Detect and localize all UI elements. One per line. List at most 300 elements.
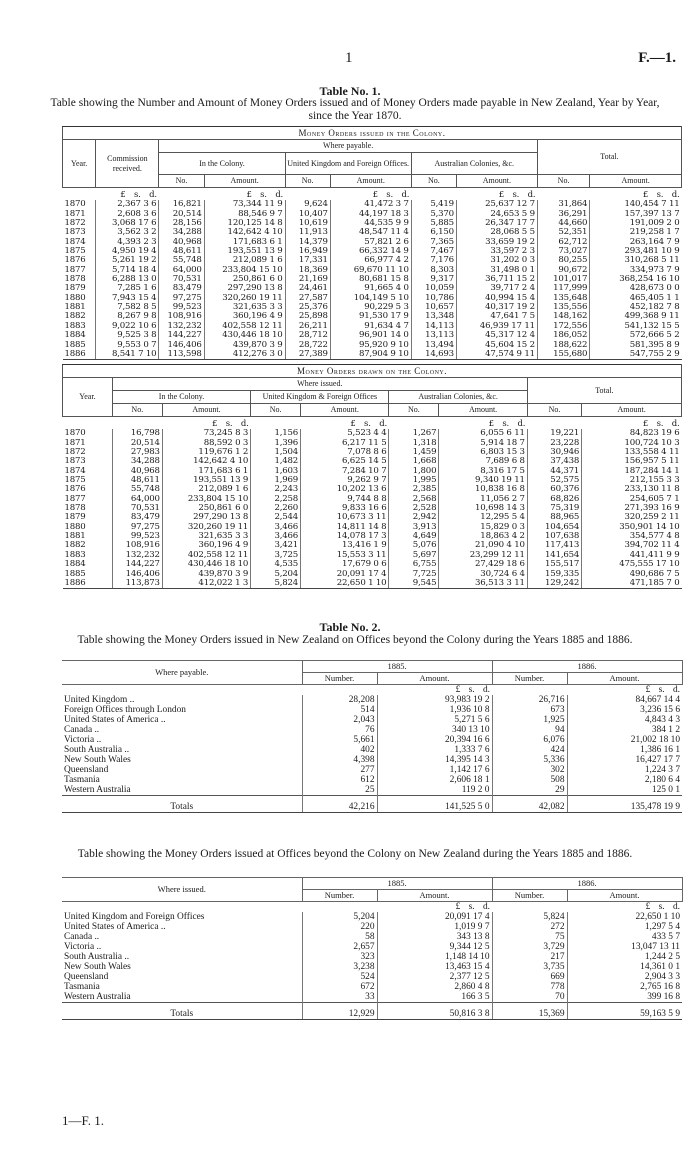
units-spacer — [159, 188, 204, 201]
number-cell: 9,545 — [389, 579, 439, 589]
number-cell: 673 — [492, 705, 567, 715]
number-cell: 48,611 — [112, 476, 162, 485]
amount-cell: 10,673 3 11 — [301, 513, 389, 522]
commission-cell: 8,541 7 10 — [96, 350, 159, 360]
col-no: No. — [251, 404, 301, 417]
number-cell: 1,800 — [389, 467, 439, 476]
col-no: No. — [411, 175, 456, 188]
where-payable-header: Where payable. — [62, 661, 302, 685]
number-cell: 8,303 — [411, 266, 456, 275]
amount-cell: 2,860 4 8 — [377, 982, 492, 992]
issued-row — [63, 331, 682, 340]
amount-cell: 15,829 0 3 — [439, 523, 527, 532]
amount-cell: 6,803 15 3 — [439, 448, 527, 457]
number-cell: 5,370 — [411, 210, 456, 219]
payable-beyond-body — [62, 685, 682, 813]
number-cell: 36,291 — [537, 210, 589, 219]
lsd-units — [330, 188, 411, 201]
commission-cell: 2,608 3 6 — [96, 210, 159, 219]
number-cell: 60,376 — [527, 485, 581, 494]
number-cell: 514 — [302, 705, 377, 715]
issued-row — [63, 350, 682, 360]
page-number: 1 — [345, 50, 353, 66]
amount-cell: 57,821 2 6 — [330, 238, 411, 247]
amount-cell: 40,317 19 2 — [456, 303, 537, 312]
number-cell: 508 — [492, 775, 567, 785]
units-spacer — [492, 685, 567, 696]
col-amount: Amount. — [456, 175, 537, 188]
number-cell: 1,603 — [251, 467, 301, 476]
amount-cell: 7,078 8 6 — [301, 448, 389, 457]
amount-cell: 87,904 9 10 — [330, 350, 411, 360]
commission-cell: 5,261 19 2 — [96, 256, 159, 265]
issued-aus-header: Australian Colonies, &c. — [411, 153, 537, 175]
payable-row — [62, 715, 682, 725]
lsd-label: £ s. d. — [498, 190, 536, 200]
amount-cell: 157,397 13 7 — [590, 210, 682, 219]
number-cell: 44,660 — [537, 219, 589, 228]
amount-cell: 402,558 12 11 — [162, 551, 250, 560]
place-cell: Western Australia — [64, 992, 131, 1002]
amount-cell: 321,635 3 3 — [162, 532, 250, 541]
amount-cell: 91,530 17 9 — [330, 312, 411, 321]
amount-cell: 88,592 0 3 — [162, 439, 250, 448]
amount-cell: 22,650 1 10 — [301, 579, 389, 589]
number-cell: 5,419 — [411, 200, 456, 209]
number-cell: 101,017 — [537, 275, 589, 284]
amount-cell: 10,698 14 3 — [439, 504, 527, 513]
number-cell: 186,052 — [537, 331, 589, 340]
amount-cell: 18,863 4 2 — [439, 532, 527, 541]
number-cell: 2,243 — [251, 485, 301, 494]
amount-cell: 39,717 2 4 — [456, 284, 537, 293]
amount-cell: 66,332 14 9 — [330, 247, 411, 256]
number-cell: 1,267 — [389, 429, 439, 438]
amount-cell: 45,604 15 2 — [456, 341, 537, 350]
number-cell: 132,232 — [159, 322, 204, 331]
page-reference: F.—1. — [638, 50, 676, 66]
number-cell: 1,925 — [492, 715, 567, 725]
amount-cell: 9,344 12 5 — [377, 942, 492, 952]
units-row — [63, 417, 682, 430]
issued-row — [63, 228, 682, 237]
number-cell: 52,351 — [537, 228, 589, 237]
drawn-row — [63, 523, 682, 532]
amount-cell: 20,394 16 6 — [377, 735, 492, 745]
number-cell: 70 — [492, 992, 567, 1003]
totals-row — [62, 1003, 682, 1020]
amount-cell: 263,164 7 9 — [590, 238, 682, 247]
number-cell: 132,232 — [112, 551, 162, 560]
number-cell: 3,725 — [251, 551, 301, 560]
drawn-row — [63, 467, 682, 476]
number-cell: 16,821 — [159, 200, 204, 209]
table-payable-beyond — [62, 660, 683, 813]
drawn-row — [63, 551, 682, 560]
year-cell: 1883 — [64, 321, 86, 331]
number-cell: 76 — [302, 725, 377, 735]
lsd-units: £ s. d. — [645, 902, 680, 912]
units-spacer — [492, 902, 567, 913]
amount-cell: 46,939 17 11 — [456, 322, 537, 331]
place-cell: Tasmania — [64, 775, 100, 785]
amount-cell: 452,182 7 8 — [590, 303, 682, 312]
number-cell: 108,916 — [112, 541, 162, 550]
amount-cell: 430,446 18 10 — [204, 331, 285, 340]
number-cell: 144,227 — [112, 560, 162, 569]
lsd-label: £ s. d. — [488, 419, 526, 429]
amount-cell: 350,901 14 10 — [582, 523, 682, 532]
amount-cell: 120,125 14 8 — [204, 219, 285, 228]
commission-cell: 8,267 9 8 — [96, 312, 159, 321]
amount-cell: 36,711 15 2 — [456, 275, 537, 284]
amount-cell: 428,673 0 0 — [590, 284, 682, 293]
lsd-label: £ s. d. — [212, 419, 249, 429]
commission-cell: 7,285 1 6 — [96, 284, 159, 293]
col-no: No. — [112, 404, 162, 417]
place-cell: Canada .. — [64, 725, 100, 735]
amount-cell: 8,316 17 5 — [439, 467, 527, 476]
year-cell: 1870 — [64, 429, 86, 439]
amount-cell: 193,551 13 9 — [162, 476, 250, 485]
amount-cell: 193,551 13 9 — [204, 247, 285, 256]
number-cell: 7,467 — [411, 247, 456, 256]
amount-cell: 1,142 17 6 — [377, 765, 492, 775]
number-cell: 40,968 — [112, 467, 162, 476]
amount-cell: 340 13 10 — [377, 725, 492, 735]
amount-cell: 212,089 1 6 — [204, 256, 285, 265]
payable-row — [62, 775, 682, 785]
amount-cell: 6,217 11 5 — [301, 439, 389, 448]
amount-cell: 31,498 0 1 — [456, 266, 537, 275]
lsd-units: £ s. d. — [455, 902, 490, 912]
lsd-label: £ s. d. — [120, 190, 157, 200]
payable-row — [62, 735, 682, 745]
units-spacer — [63, 188, 96, 201]
drawn-row — [63, 579, 682, 589]
page-footer: 1—F. 1. — [62, 1113, 104, 1128]
year-cell: 1871 — [64, 209, 86, 219]
number-cell: 5,824 — [251, 579, 301, 589]
number-cell: 144,227 — [159, 331, 204, 340]
col-amount: Amount. — [204, 175, 285, 188]
amount-cell: 100,724 10 3 — [582, 439, 682, 448]
issued-beyond-row — [62, 942, 682, 952]
table1-caption: Table showing the Number and Amount of Money Orders issued and of Money Orders made payable in New Zealand, Year by Year, since the Year 1870. — [50, 97, 660, 122]
number-cell: 117,999 — [537, 284, 589, 293]
amount-cell: 1,224 3 7 — [567, 765, 682, 775]
amount-cell: 9,262 9 7 — [301, 476, 389, 485]
issued-beyond-row — [62, 932, 682, 942]
amount-cell: 48,547 11 4 — [330, 228, 411, 237]
year-cell: 1886 — [63, 350, 96, 360]
number-cell: 28,722 — [285, 341, 330, 350]
drawn-aus-header: Australian Colonies, &c. — [389, 391, 527, 404]
amount-cell: 44,535 9 9 — [330, 219, 411, 228]
drawn-row — [63, 532, 682, 541]
number-cell: 70,531 — [112, 504, 162, 513]
issued-uk-header: United Kingdom and Foreign Offices. — [285, 153, 411, 175]
number-cell: 68,826 — [527, 495, 581, 504]
total-amount-cell: 59,163 5 9 — [567, 1003, 682, 1020]
amount-cell: 7,689 6 8 — [439, 457, 527, 466]
number-cell: 3,238 — [302, 962, 377, 972]
place-cell: Western Australia — [64, 785, 131, 795]
number-cell: 83,479 — [159, 284, 204, 293]
number-cell: 14,379 — [285, 238, 330, 247]
number-cell: 9,624 — [285, 200, 330, 209]
number-cell: 55,748 — [112, 485, 162, 494]
issued-section-heading: Money Orders issued in the Colony. — [63, 127, 682, 140]
number-cell: 2,043 — [302, 715, 377, 725]
commission-cell: 9,553 0 7 — [96, 341, 159, 350]
amount-cell: 22,650 1 10 — [567, 912, 682, 922]
amount-cell: 233,804 15 10 — [204, 266, 285, 275]
number-cell: 5,885 — [411, 219, 456, 228]
number-cell: 113,598 — [159, 350, 204, 360]
number-cell: 1,668 — [389, 457, 439, 466]
col-number: Number. — [492, 890, 567, 902]
amount-cell: 412,276 3 0 — [204, 350, 285, 360]
amount-cell: 471,185 7 0 — [582, 579, 682, 589]
amount-cell: 4,843 4 3 — [567, 715, 682, 725]
place-cell: New South Wales — [64, 755, 131, 765]
issued-beyond-row — [62, 992, 682, 1003]
number-cell: 217 — [492, 952, 567, 962]
amount-cell: 23,299 12 11 — [439, 551, 527, 560]
number-cell: 97,275 — [159, 294, 204, 303]
place-cell: United States of America .. — [64, 715, 166, 725]
amount-cell: 45,317 12 4 — [456, 331, 537, 340]
year-cell: 1884 — [64, 331, 86, 341]
lsd-units: £ s. d. — [645, 685, 680, 695]
number-cell: 3,466 — [251, 532, 301, 541]
place-cell: New South Wales — [64, 962, 131, 972]
col-number: Number. — [302, 890, 377, 902]
col-amount: Amount. — [162, 404, 250, 417]
drawn-row — [63, 504, 682, 513]
total-number-cell: 42,082 — [492, 796, 567, 813]
lsd-label: £ s. d. — [642, 419, 680, 429]
number-cell: 16,949 — [285, 247, 330, 256]
issued-row — [63, 219, 682, 228]
amount-cell: 73,344 11 9 — [204, 200, 285, 209]
issued-total-header: Total. — [537, 140, 681, 175]
year-cell: 1877 — [64, 494, 86, 504]
units-spacer — [527, 417, 581, 430]
amount-cell: 465,405 1 1 — [590, 294, 682, 303]
year-1885-header: 1885. — [302, 878, 492, 890]
issued-beyond-row — [62, 962, 682, 972]
amount-cell: 14,395 14 3 — [377, 755, 492, 765]
lsd-label: £ s. d. — [372, 190, 410, 200]
year-cell: 1875 — [64, 247, 86, 257]
drawn-uk-header: United Kingdom & Foreign Offices — [251, 391, 389, 404]
year-cell: 1876 — [64, 485, 86, 495]
number-cell: 26,211 — [285, 322, 330, 331]
col-no: No. — [159, 175, 204, 188]
number-cell: 2,260 — [251, 504, 301, 513]
year-cell: 1874 — [64, 237, 86, 247]
amount-cell: 5,523 4 4 — [301, 429, 389, 438]
number-cell: 1,396 — [251, 439, 301, 448]
commission-cell: 7,943 15 4 — [96, 294, 159, 303]
number-cell: 18,369 — [285, 266, 330, 275]
year-cell: 1872 — [64, 219, 86, 229]
issued-row — [63, 312, 682, 321]
units-spacer — [411, 188, 456, 201]
issued-beyond-row — [62, 982, 682, 992]
issued-beyond-row — [62, 972, 682, 982]
col-number: Number. — [302, 673, 377, 685]
number-cell: 19,221 — [527, 429, 581, 438]
amount-cell: 9,833 16 6 — [301, 504, 389, 513]
year-cell: 1876 — [64, 256, 86, 266]
number-cell: 159,335 — [527, 570, 581, 579]
total-number-cell: 15,369 — [492, 1003, 567, 1020]
col-amount: Amount. — [377, 673, 492, 685]
lsd-units: £ s. d. — [455, 685, 490, 695]
number-cell: 148,162 — [537, 312, 589, 321]
drawn-row — [63, 457, 682, 466]
commission-cell: 7,582 8 5 — [96, 303, 159, 312]
issued-row — [63, 238, 682, 247]
number-cell: 17,331 — [285, 256, 330, 265]
commission-cell: 9,525 3 8 — [96, 331, 159, 340]
number-cell: 113,873 — [112, 579, 162, 589]
amount-cell: 93,983 19 2 — [377, 695, 492, 705]
number-cell: 302 — [492, 765, 567, 775]
place-cell: South Australia .. — [64, 745, 130, 755]
number-cell: 75 — [492, 932, 567, 942]
units-spacer — [62, 685, 302, 696]
col-no: No. — [389, 404, 439, 417]
number-cell: 20,514 — [159, 210, 204, 219]
number-cell: 3,466 — [251, 523, 301, 532]
amount-cell: 439,870 3 9 — [162, 570, 250, 579]
amount-cell: 15,553 3 11 — [301, 551, 389, 560]
payable-row — [62, 745, 682, 755]
number-cell: 4,398 — [302, 755, 377, 765]
issued-colony-header: In the Colony. — [159, 153, 285, 175]
number-cell: 7,365 — [411, 238, 456, 247]
drawn-row — [63, 429, 682, 438]
lsd-units — [590, 188, 682, 201]
drawn-section-heading: Money Orders drawn on the Colony. — [63, 365, 682, 378]
lsd-units — [456, 188, 537, 201]
amount-cell: 14,361 0 1 — [567, 962, 682, 972]
col-amount: Amount. — [377, 890, 492, 902]
issued-row — [63, 266, 682, 275]
drawn-row — [63, 485, 682, 494]
lsd-label: £ s. d. — [642, 190, 680, 200]
number-cell: 34,288 — [159, 228, 204, 237]
year-cell: 1879 — [64, 513, 86, 523]
table2-caption-a: Table showing the Money Orders issued in New Zealand on Offices beyond the Colony during the Years 1885 and 1886. — [77, 634, 633, 646]
col-amount: Amount. — [567, 890, 682, 902]
lsd-units — [204, 188, 285, 201]
drawn-row — [63, 513, 682, 522]
drawn-row — [63, 541, 682, 550]
place-cell: Tasmania — [64, 982, 100, 992]
year-cell: 1873 — [64, 228, 86, 238]
number-cell: 1,318 — [389, 439, 439, 448]
issued-row — [63, 284, 682, 293]
total-amount-cell: 50,816 3 8 — [377, 1003, 492, 1020]
issued-beyond-row — [62, 912, 682, 922]
number-cell: 3,729 — [492, 942, 567, 952]
amount-cell: 2,765 16 8 — [567, 982, 682, 992]
place-cell: Queensland — [64, 765, 109, 775]
place-cell: United Kingdom .. — [64, 695, 135, 705]
amount-cell: 40,994 15 4 — [456, 294, 537, 303]
number-cell: 11,913 — [285, 228, 330, 237]
col-amount: Amount. — [567, 673, 682, 685]
number-cell: 524 — [302, 972, 377, 982]
amount-cell: 69,670 11 10 — [330, 266, 411, 275]
table-issued — [62, 126, 682, 360]
number-cell: 16,798 — [112, 429, 162, 438]
amount-cell: 24,653 5 9 — [456, 210, 537, 219]
number-cell: 3,421 — [251, 541, 301, 550]
issued-where-payable-header: Where payable. — [159, 140, 537, 153]
number-cell: 10,786 — [411, 294, 456, 303]
number-cell: 612 — [302, 775, 377, 785]
amount-cell: 14,078 17 3 — [301, 532, 389, 541]
place-cell: Canada .. — [64, 932, 100, 942]
totals-label: Totals — [62, 1003, 302, 1020]
page-header — [0, 50, 700, 70]
number-cell: 146,406 — [112, 570, 162, 579]
number-cell: 172,556 — [537, 322, 589, 331]
number-cell: 97,275 — [112, 523, 162, 532]
lsd-units — [582, 417, 682, 430]
number-cell: 28,712 — [285, 331, 330, 340]
number-cell: 117,413 — [527, 541, 581, 550]
amount-cell: 26,347 17 7 — [456, 219, 537, 228]
amount-cell: 33,659 19 2 — [456, 238, 537, 247]
number-cell: 62,712 — [537, 238, 589, 247]
col-amount: Amount. — [301, 404, 389, 417]
amount-cell: 233,130 11 8 — [582, 485, 682, 494]
number-cell: 5,824 — [492, 912, 567, 922]
issued-row — [63, 341, 682, 350]
number-cell: 135,556 — [537, 303, 589, 312]
amount-cell: 133,558 4 11 — [582, 448, 682, 457]
amount-cell: 297,290 13 8 — [204, 284, 285, 293]
year-cell: 1877 — [64, 265, 86, 275]
amount-cell: 499,368 9 11 — [590, 312, 682, 321]
amount-cell: 7,284 10 7 — [301, 467, 389, 476]
lsd-units — [301, 417, 389, 430]
commission-cell: 2,367 3 6 — [96, 200, 159, 209]
col-amount: Amount. — [330, 175, 411, 188]
drawn-row — [63, 439, 682, 448]
amount-cell: 28,068 5 5 — [456, 228, 537, 237]
amount-cell: 360,196 4 9 — [204, 312, 285, 321]
units-row — [62, 685, 682, 696]
amount-cell: 1,297 5 4 — [567, 922, 682, 932]
year-cell: 1874 — [64, 466, 86, 476]
units-row — [62, 902, 682, 913]
number-cell: 107,638 — [527, 532, 581, 541]
total-amount-cell: 141,525 5 0 — [377, 796, 492, 813]
commission-cell: 5,714 18 4 — [96, 266, 159, 275]
total-number-cell: 42,216 — [302, 796, 377, 813]
amount-cell: 95,920 9 10 — [330, 341, 411, 350]
amount-cell: 5,914 18 7 — [439, 439, 527, 448]
number-cell: 99,523 — [112, 532, 162, 541]
